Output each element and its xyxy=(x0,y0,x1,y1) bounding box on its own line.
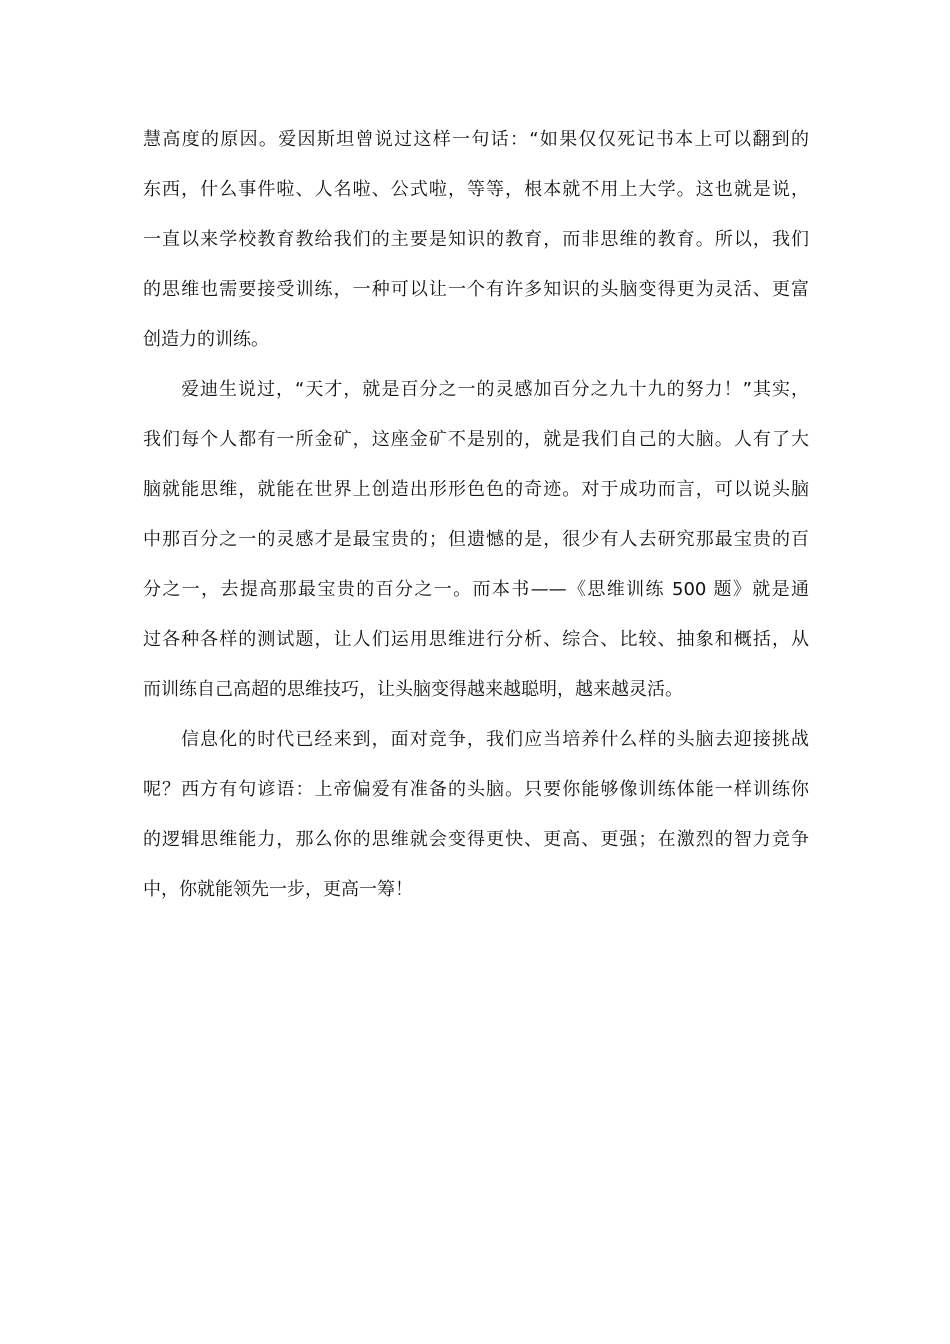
text-line: 中那百分之一的灵感才是最宝贵的；但遗憾的是，很少有人去研究那最宝贵的百 xyxy=(143,529,809,550)
text-line: 分之一，去提高那最宝贵的百分之一。而本书——《思维训练 500 题》就是通 xyxy=(143,579,809,600)
text-line: 脑就能思维，就能在世界上创造出形形色色的奇迹。对于成功而言，可以说头脑 xyxy=(143,479,809,500)
text-line: 东西，什么事件啦、人名啦、公式啦，等等，根本就不用上大学。这也就是说， xyxy=(143,179,809,200)
paragraph-2 xyxy=(143,365,809,715)
text-line: 我们每个人都有一所金矿，这座金矿不是别的，就是我们自己的大脑。人有了大 xyxy=(143,429,809,450)
text-line: 创造力的训练。 xyxy=(143,329,269,350)
text-line: 呢？西方有句谚语：上帝偏爱有准备的头脑。只要你能够像训练体能一样训练你 xyxy=(143,779,809,800)
text-line: 而训练自己高超的思维技巧，让头脑变得越来越聪明，越来越灵活。 xyxy=(143,679,683,700)
text-line: 一直以来学校教育教给我们的主要是知识的教育，而非思维的教育。所以，我们 xyxy=(143,229,809,250)
text-line: 过各种各样的测试题，让人们运用思维进行分析、综合、比较、抽象和概括，从 xyxy=(143,629,809,650)
text-line: 的思维也需要接受训练，一种可以让一个有许多知识的头脑变得更为灵活、更富 xyxy=(143,279,809,300)
text-line: 慧高度的原因。爱因斯坦曾说过这样一句话：“如果仅仅死记书本上可以翻到的 xyxy=(143,129,809,150)
paragraph-1 xyxy=(143,115,809,365)
text-line: 爱迪生说过，“天才，就是百分之一的灵感加百分之九十九的努力！”其实， xyxy=(181,379,809,400)
document-body xyxy=(143,115,809,915)
text-line: 的逻辑思维能力，那么你的思维就会变得更快、更高、更强；在激烈的智力竞争 xyxy=(143,829,809,850)
paragraph-3 xyxy=(143,715,809,915)
text-line: 中，你就能领先一步，更高一筹！ xyxy=(143,879,413,900)
text-line: 信息化的时代已经来到，面对竞争，我们应当培养什么样的头脑去迎接挑战 xyxy=(181,729,809,750)
